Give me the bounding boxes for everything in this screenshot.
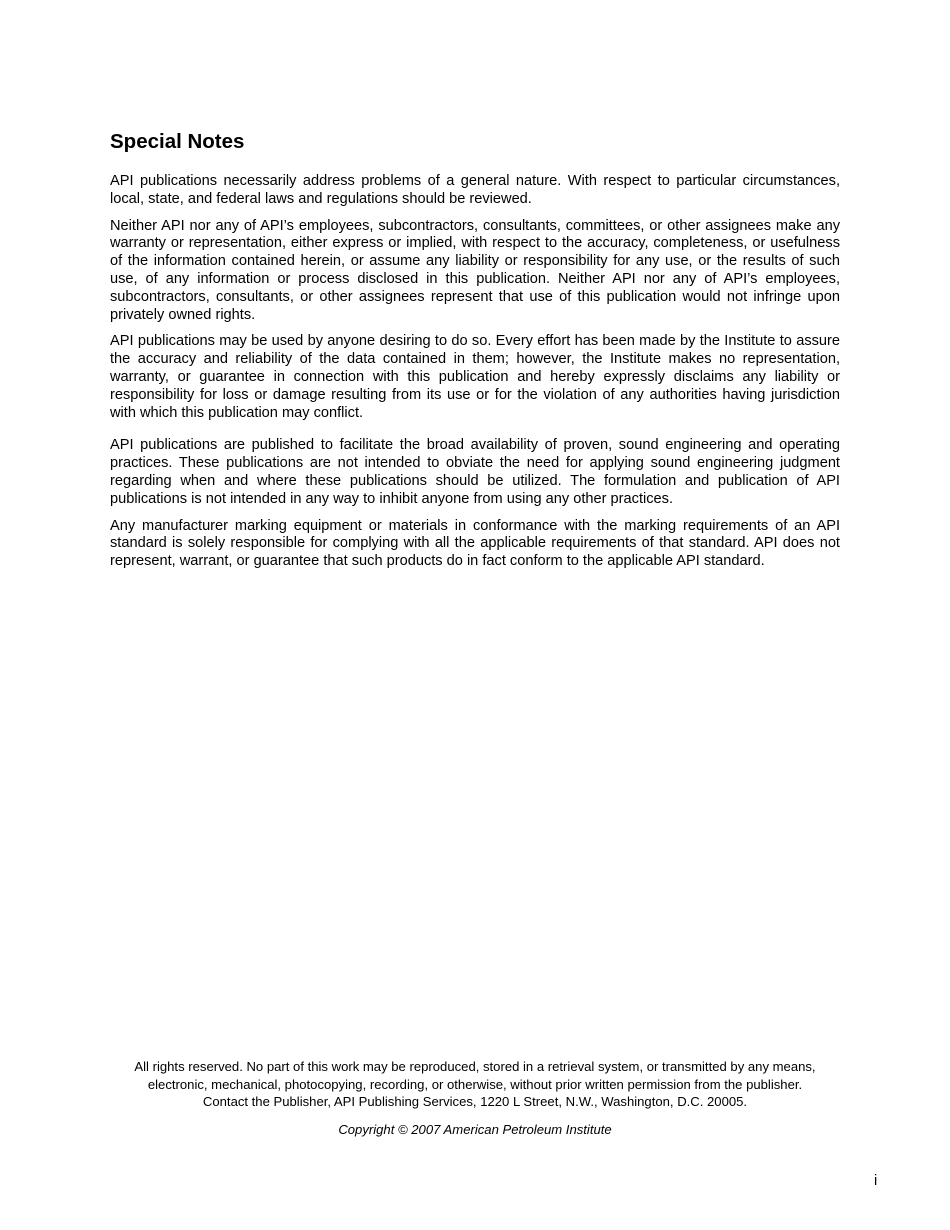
- rights-line: All rights reserved. No part of this work may be reproduced, stored in a retrieval system, or transmitted by any means,: [134, 1059, 816, 1074]
- copyright-notice: Copyright © 2007 American Petroleum Institute: [338, 1122, 612, 1138]
- rights-line: electronic, mechanical, photocopying, recording, or otherwise, without prior written permission from the publisher.: [147, 1076, 803, 1092]
- page-title: Special Notes: [110, 130, 245, 153]
- paragraph-engineering-practices: API publications are published to facilitate the broad availability of proven, sound engineering and operating practices. These publications are not intended to obviate the need for applying sound engineering judgment regarding when and where these publications should be utilized. The formulation and publication of API publications is not intended in any way to inhibit anyone from using any other practices.: [110, 437, 840, 507]
- paragraph-no-warranty: Neither API nor any of API’s employees, subcontractors, consultants, committees, or other assignees make any warranty or representation, either express or implied, with respect to the accuracy, completeness, or usefulness of the information contained herein, or assume any liability or responsibility for any use, or the results of such use, of any information or process disclosed in this publication. Neither API nor any of API’s employees, subcontractors, consultants, or other assignees represent that use of this publication would not infringe upon privately owned rights.: [110, 217, 840, 323]
- page-number: i: [874, 1173, 878, 1189]
- paragraph-usage-disclaimer: API publications may be used by anyone desiring to do so. Every effort has been made by the Institute to assure the accuracy and reliability of the data contained in them; however, the Institute makes no representation, warranty, or guarantee in connection with this publication and hereby expressly disclaims any liability or responsibility for loss or damage resulting from its use or for the violation of any authorities having jurisdiction with which this publication may conflict.: [110, 333, 840, 421]
- rights-line: Contact the Publisher, API Publishing Services, 1220 L Street, N.W., Washington, D.C. 20005.: [202, 1094, 748, 1110]
- paragraph-manufacturer-marking: Any manufacturer marking equipment or materials in conformance with the marking requirements of an API standard is solely responsible for complying with all the applicable requirements of that standard. API does not represent, warrant, or guarantee that such products do in fact conform to the applicable API standard.: [110, 517, 840, 570]
- footer: [100, 1058, 850, 1138]
- special-notes-body: [110, 173, 840, 571]
- paragraph-general-nature: API publications necessarily address problems of a general nature. With respect to particular circumstances, local, state, and federal laws and regulations should be reviewed.: [110, 173, 840, 207]
- rights-notice: [100, 1058, 850, 1111]
